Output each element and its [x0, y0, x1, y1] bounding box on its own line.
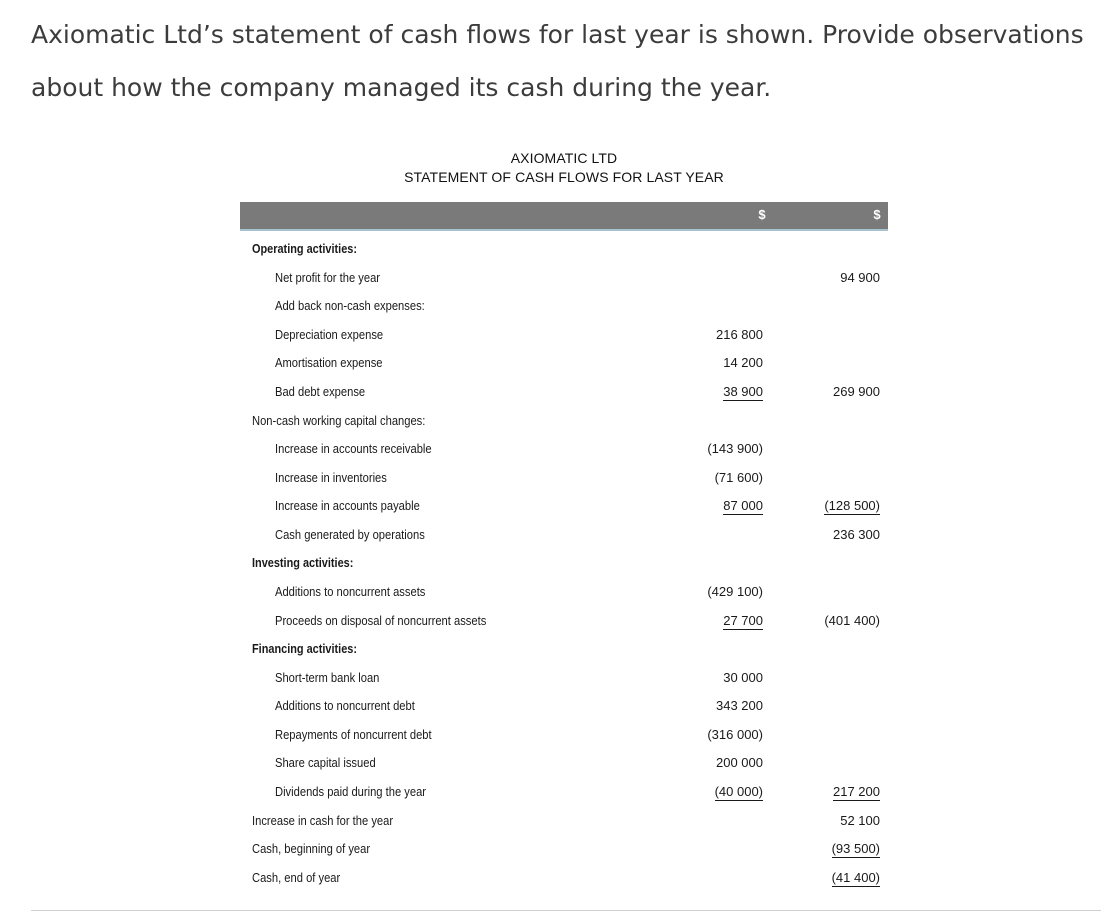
row-label: Add back non-cash expenses: — [275, 298, 425, 313]
row-amount: 30 000 — [723, 670, 763, 685]
question-line-2: about how the company managed its cash during the year. — [31, 73, 772, 102]
table-row — [240, 839, 888, 861]
cash-flow-table — [240, 202, 888, 885]
row-total: (128 500) — [824, 498, 880, 513]
row-label: Cash generated by operations — [275, 527, 425, 542]
row-total: (93 500) — [831, 841, 880, 856]
row-label: Increase in inventories — [275, 470, 387, 485]
section-heading-investing: Investing activities: — [252, 555, 354, 570]
statement-title: STATEMENT OF CASH FLOWS FOR LAST YEAR — [404, 169, 724, 185]
table-row — [240, 325, 888, 347]
table-row — [240, 553, 888, 575]
row-label: Net profit for the year — [275, 270, 381, 285]
row-amount: 343 200 — [716, 698, 763, 713]
row-total: 217 200 — [833, 784, 880, 799]
row-label: Depreciation expense — [275, 327, 384, 342]
table-row — [240, 525, 888, 547]
section-heading-financing: Financing activities: — [252, 641, 357, 656]
row-total: 269 900 — [833, 384, 880, 399]
table-header — [240, 202, 888, 231]
table-row — [240, 239, 888, 261]
row-total: 52 100 — [840, 813, 880, 828]
row-amount: (316 000) — [707, 727, 763, 742]
table-row — [240, 296, 888, 318]
row-amount: 216 800 — [716, 327, 763, 342]
row-label: Cash, beginning of year — [252, 841, 371, 856]
table-row — [240, 468, 888, 490]
row-label: Additions to noncurrent debt — [275, 698, 415, 713]
row-amount: 200 000 — [716, 755, 763, 770]
row-amount: 27 700 — [723, 613, 763, 628]
table-row — [240, 753, 888, 775]
row-amount: (71 600) — [714, 470, 763, 485]
row-label: Increase in accounts receivable — [275, 441, 432, 456]
table-row — [240, 782, 888, 804]
table-row — [240, 353, 888, 375]
table-row — [240, 582, 888, 604]
table-row — [240, 496, 888, 518]
row-total: (401 400) — [824, 613, 880, 628]
divider — [31, 910, 1101, 911]
row-label: Short-term bank loan — [275, 670, 380, 685]
row-label: Increase in cash for the year — [252, 813, 394, 828]
table-row — [240, 639, 888, 661]
table-row — [240, 611, 888, 633]
column-1-currency: $ — [758, 207, 766, 222]
row-label: Cash, end of year — [252, 870, 341, 885]
table-row — [240, 868, 888, 890]
row-amount: 14 200 — [723, 355, 763, 370]
row-label: Increase in accounts payable — [275, 498, 420, 513]
row-label: Proceeds on disposal of noncurrent assets — [275, 613, 487, 628]
table-row — [240, 411, 888, 433]
table-row — [240, 668, 888, 690]
row-label: Bad debt expense — [275, 384, 366, 399]
table-row — [240, 439, 888, 461]
row-amount: (40 000) — [714, 784, 763, 799]
table-row — [240, 268, 888, 290]
row-label: Additions to noncurrent assets — [275, 584, 426, 599]
question-text — [31, 8, 1084, 114]
row-amount: 87 000 — [723, 498, 763, 513]
row-total: 236 300 — [833, 527, 880, 542]
row-label: Non-cash working capital changes: — [252, 413, 426, 428]
company-name: AXIOMATIC LTD — [510, 150, 618, 166]
table-row — [240, 696, 888, 718]
table-row — [240, 811, 888, 833]
table-row — [240, 382, 888, 404]
column-2-currency: $ — [873, 207, 881, 222]
row-amount: (143 900) — [707, 441, 763, 456]
row-amount: 38 900 — [723, 384, 763, 399]
table-row — [240, 725, 888, 747]
row-amount: (429 100) — [707, 584, 763, 599]
section-heading-operating: Operating activities: — [252, 241, 357, 256]
question-line-1: Axiomatic Ltd’s statement of cash flows for last year is shown. Provide observations — [31, 20, 1084, 49]
row-total: 94 900 — [840, 270, 880, 285]
row-label: Share capital issued — [275, 755, 376, 770]
row-total: (41 400) — [831, 870, 880, 885]
row-label: Repayments of noncurrent debt — [275, 727, 432, 742]
row-label: Dividends paid during the year — [275, 784, 427, 799]
row-label: Amortisation expense — [275, 355, 383, 370]
